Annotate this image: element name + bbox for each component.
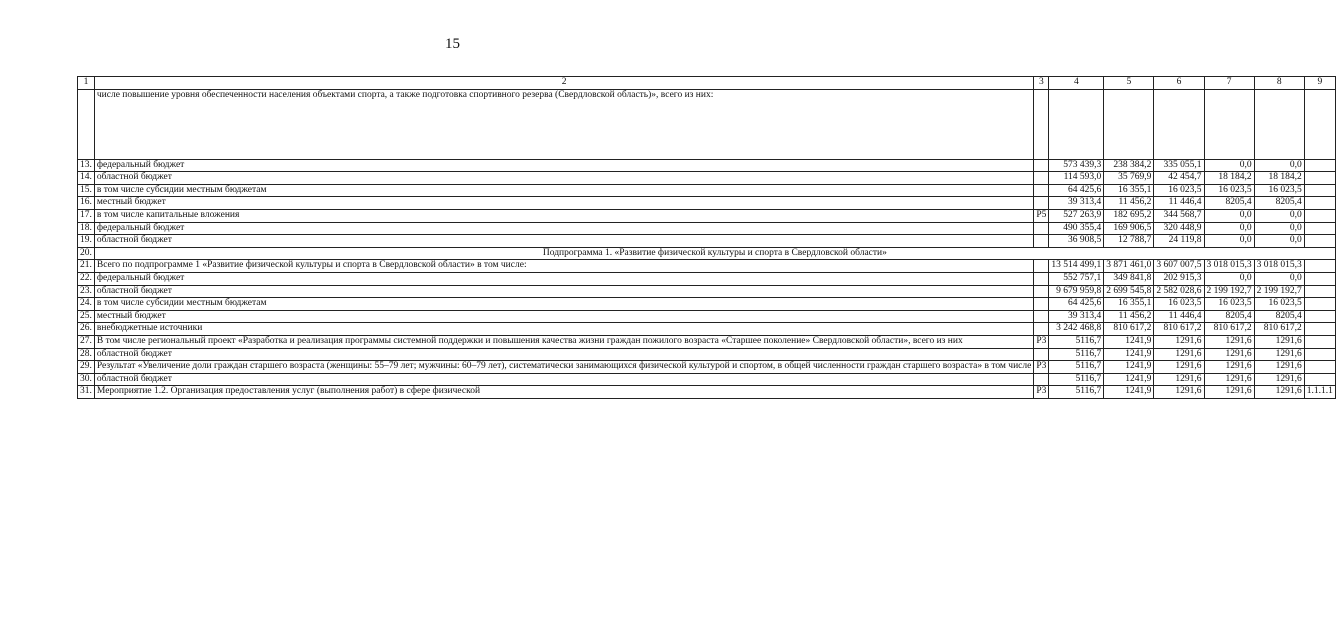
table-row	[78, 323, 1336, 336]
table-row	[78, 335, 1336, 348]
row-ref	[1304, 184, 1335, 197]
value-col7: 16 023,5	[1204, 184, 1254, 197]
row-code	[1034, 159, 1049, 172]
row-ref	[1304, 348, 1335, 361]
row-number: 31.	[78, 386, 95, 399]
value-col7: 1291,6	[1204, 386, 1254, 399]
value-col7: 8205,4	[1204, 310, 1254, 323]
row-number: 23.	[78, 285, 95, 298]
column-header: 2	[94, 77, 1033, 90]
value-col7: 0,0	[1204, 209, 1254, 222]
row-code	[1034, 235, 1049, 248]
value-col4: 36 908,5	[1049, 235, 1104, 248]
value-col4: 114 593,0	[1049, 172, 1104, 185]
row-name: в том числе капитальные вложения	[94, 209, 1033, 222]
value-col6: 202 915,3	[1154, 272, 1204, 285]
row-ref	[1304, 260, 1335, 273]
value-col7: 1291,6	[1204, 373, 1254, 386]
table-row	[78, 361, 1336, 374]
empty-cell	[1049, 89, 1104, 159]
value-col6: 24 119,8	[1154, 235, 1204, 248]
row-number: 15.	[78, 184, 95, 197]
value-col5: 11 456,2	[1104, 310, 1154, 323]
empty-cell	[1304, 89, 1335, 159]
value-col4: 5116,7	[1049, 361, 1104, 374]
value-col6: 320 448,9	[1154, 222, 1204, 235]
value-col4: 64 425,6	[1049, 184, 1104, 197]
row-name: В том числе региональный проект «Разработка и реализация программы системной поддержки и повышения качества жизни граждан пожилого возраста «Старшее поколение» Свердловской области», всего из них	[94, 335, 1033, 348]
value-col5: 16 355,1	[1104, 184, 1154, 197]
row-name: Результат «Увеличение доли граждан старшего возраста (женщины: 55–79 лет; мужчины: 60–79 лет), систематически занимающихся физической культурой и спортом, в общей численности граждан старшего возраста» в том числе	[94, 361, 1033, 374]
value-col8: 1291,6	[1254, 361, 1304, 374]
value-col6: 16 023,5	[1154, 184, 1204, 197]
row-code	[1034, 197, 1049, 210]
row-number: 16.	[78, 197, 95, 210]
value-col5: 16 355,1	[1104, 298, 1154, 311]
value-col5: 1241,9	[1104, 361, 1154, 374]
row-ref	[1304, 172, 1335, 185]
value-col5: 1241,9	[1104, 348, 1154, 361]
row-number: 26.	[78, 323, 95, 336]
value-col4: 5116,7	[1049, 386, 1104, 399]
value-col6: 1291,6	[1154, 386, 1204, 399]
value-col8: 16 023,5	[1254, 298, 1304, 311]
value-col6: 344 568,7	[1154, 209, 1204, 222]
value-col7: 1291,6	[1204, 335, 1254, 348]
empty-cell	[1154, 89, 1204, 159]
table-row	[78, 235, 1336, 248]
table-row	[78, 172, 1336, 185]
value-col8: 2 199 192,7	[1254, 285, 1304, 298]
row-ref: 1.1.1.1	[1304, 386, 1335, 399]
row-code	[1034, 298, 1049, 311]
value-col4: 552 757,1	[1049, 272, 1104, 285]
row-name: в том числе субсидии местным бюджетам	[94, 184, 1033, 197]
value-col6: 11 446,4	[1154, 197, 1204, 210]
row-number: 25.	[78, 310, 95, 323]
row-code	[1034, 373, 1049, 386]
column-header: 4	[1049, 77, 1104, 90]
row-ref	[1304, 361, 1335, 374]
row-ref	[1304, 285, 1335, 298]
row-ref	[1304, 272, 1335, 285]
row-number: 17.	[78, 209, 95, 222]
value-col5: 1241,9	[1104, 373, 1154, 386]
value-col8: 16 023,5	[1254, 184, 1304, 197]
value-col8: 18 184,2	[1254, 172, 1304, 185]
value-col8: 1291,6	[1254, 386, 1304, 399]
row-name: областной бюджет	[94, 172, 1033, 185]
value-col5: 1241,9	[1104, 386, 1154, 399]
value-col6: 3 607 007,5	[1154, 260, 1204, 273]
value-col4: 5116,7	[1049, 373, 1104, 386]
row-ref	[1304, 159, 1335, 172]
value-col6: 42 454,7	[1154, 172, 1204, 185]
column-header: 5	[1104, 77, 1154, 90]
row-number: 18.	[78, 222, 95, 235]
empty-cell	[1034, 89, 1049, 159]
value-col5: 182 695,2	[1104, 209, 1154, 222]
row-number: 27.	[78, 335, 95, 348]
row-number: 29.	[78, 361, 95, 374]
value-col5: 11 456,2	[1104, 197, 1154, 210]
row-number: 14.	[78, 172, 95, 185]
table-row	[78, 386, 1336, 399]
row-number: 28.	[78, 348, 95, 361]
value-col8: 3 018 015,3	[1254, 260, 1304, 273]
value-col5: 169 906,5	[1104, 222, 1154, 235]
column-header: 3	[1034, 77, 1049, 90]
row-number: 19.	[78, 235, 95, 248]
value-col8: 810 617,2	[1254, 323, 1304, 336]
table-row	[78, 285, 1336, 298]
value-col5: 12 788,7	[1104, 235, 1154, 248]
table-row	[78, 373, 1336, 386]
row-name: областной бюджет	[94, 285, 1033, 298]
row-name: Мероприятие 1.2. Организация предоставления услуг (выполнения работ) в сфере физической	[94, 386, 1033, 399]
empty-cell	[78, 89, 95, 159]
value-col6: 335 055,1	[1154, 159, 1204, 172]
value-col6: 16 023,5	[1154, 298, 1204, 311]
column-header: 7	[1204, 77, 1254, 90]
table-row	[78, 348, 1336, 361]
value-col4: 39 313,4	[1049, 197, 1104, 210]
subprogram-title: Подпрограмма 1. «Развитие физической культуры и спорта в Свердловской области»	[94, 247, 1335, 260]
row-code	[1034, 172, 1049, 185]
empty-cell	[1104, 89, 1154, 159]
row-code	[1034, 272, 1049, 285]
value-col7: 18 184,2	[1204, 172, 1254, 185]
page-number: 15	[445, 36, 460, 52]
row-ref	[1304, 298, 1335, 311]
row-number: 30.	[78, 373, 95, 386]
value-col5: 349 841,8	[1104, 272, 1154, 285]
value-col4: 39 313,4	[1049, 310, 1104, 323]
row-name: федеральный бюджет	[94, 159, 1033, 172]
column-header: 6	[1154, 77, 1204, 90]
value-col8: 1291,6	[1254, 335, 1304, 348]
table-row	[78, 159, 1336, 172]
value-col6: 1291,6	[1154, 361, 1204, 374]
value-col8: 0,0	[1254, 272, 1304, 285]
value-col6: 1291,6	[1154, 335, 1204, 348]
value-col7: 1291,6	[1204, 348, 1254, 361]
value-col5: 2 699 545,8	[1104, 285, 1154, 298]
row-ref	[1304, 323, 1335, 336]
row-code: Р5	[1034, 209, 1049, 222]
value-col4: 64 425,6	[1049, 298, 1104, 311]
value-col8: 0,0	[1254, 222, 1304, 235]
row-code	[1034, 222, 1049, 235]
value-col7: 0,0	[1204, 272, 1254, 285]
value-col6: 2 582 028,6	[1154, 285, 1204, 298]
value-col4: 5116,7	[1049, 335, 1104, 348]
value-col4: 3 242 468,8	[1049, 323, 1104, 336]
row-number: 24.	[78, 298, 95, 311]
table-row	[78, 298, 1336, 311]
value-col8: 1291,6	[1254, 373, 1304, 386]
row-code	[1034, 348, 1049, 361]
row-name: областной бюджет	[94, 235, 1033, 248]
row-ref	[1304, 335, 1335, 348]
row-number: 21.	[78, 260, 95, 273]
row-code	[1034, 310, 1049, 323]
value-col5: 1241,9	[1104, 335, 1154, 348]
budget-table	[77, 76, 1336, 399]
table-row	[78, 89, 1336, 159]
table-row	[78, 310, 1336, 323]
row-ref	[1304, 310, 1335, 323]
row-name: областной бюджет	[94, 373, 1033, 386]
row-ref	[1304, 197, 1335, 210]
value-col4: 527 263,9	[1049, 209, 1104, 222]
row-code	[1034, 323, 1049, 336]
value-col4: 573 439,3	[1049, 159, 1104, 172]
value-col6: 1291,6	[1154, 348, 1204, 361]
value-col8: 8205,4	[1254, 197, 1304, 210]
row-code: Р3	[1034, 335, 1049, 348]
row-code	[1034, 285, 1049, 298]
value-col8: 1291,6	[1254, 348, 1304, 361]
value-col5: 810 617,2	[1104, 323, 1154, 336]
value-col8: 8205,4	[1254, 310, 1304, 323]
row-code	[1034, 184, 1049, 197]
value-col7: 0,0	[1204, 235, 1254, 248]
row-number: 20.	[78, 247, 95, 260]
column-header: 9	[1304, 77, 1335, 90]
row-code	[1034, 260, 1049, 273]
row-ref	[1304, 373, 1335, 386]
value-col8: 0,0	[1254, 159, 1304, 172]
row-name: местный бюджет	[94, 310, 1033, 323]
value-col7: 3 018 015,3	[1204, 260, 1254, 273]
value-col7: 0,0	[1204, 222, 1254, 235]
table-header-row	[78, 77, 1336, 90]
column-header: 1	[78, 77, 95, 90]
value-col6: 11 446,4	[1154, 310, 1204, 323]
row-name: внебюджетные источники	[94, 323, 1033, 336]
row-ref	[1304, 235, 1335, 248]
value-col5: 3 871 461,0	[1104, 260, 1154, 273]
row-name: числе повышение уровня обеспеченности населения объектами спорта, а также подготовка спортивного резерва (Свердловской область)», всего из них:	[94, 89, 1033, 159]
row-name: в том числе субсидии местным бюджетам	[94, 298, 1033, 311]
value-col8: 0,0	[1254, 209, 1304, 222]
value-col4: 13 514 499,1	[1049, 260, 1104, 273]
row-name: Всего по подпрограмме 1 «Развитие физической культуры и спорта в Свердловской области» в том числе:	[94, 260, 1033, 273]
value-col7: 8205,4	[1204, 197, 1254, 210]
value-col4: 490 355,4	[1049, 222, 1104, 235]
empty-cell	[1254, 89, 1304, 159]
row-number: 22.	[78, 272, 95, 285]
table-row	[78, 222, 1336, 235]
value-col5: 238 384,2	[1104, 159, 1154, 172]
row-number: 13.	[78, 159, 95, 172]
row-code: Р3	[1034, 386, 1049, 399]
row-ref	[1304, 209, 1335, 222]
table-row	[78, 197, 1336, 210]
value-col8: 0,0	[1254, 235, 1304, 248]
row-name: федеральный бюджет	[94, 272, 1033, 285]
value-col7: 16 023,5	[1204, 298, 1254, 311]
table-row	[78, 260, 1336, 273]
row-ref	[1304, 222, 1335, 235]
row-code: Р3	[1034, 361, 1049, 374]
value-col7: 1291,6	[1204, 361, 1254, 374]
value-col6: 810 617,2	[1154, 323, 1204, 336]
value-col4: 5116,7	[1049, 348, 1104, 361]
row-name: областной бюджет	[94, 348, 1033, 361]
empty-cell	[1204, 89, 1254, 159]
value-col7: 810 617,2	[1204, 323, 1254, 336]
subprogram-row	[78, 247, 1336, 260]
value-col7: 0,0	[1204, 159, 1254, 172]
value-col6: 1291,6	[1154, 373, 1204, 386]
row-name: федеральный бюджет	[94, 222, 1033, 235]
column-header: 8	[1254, 77, 1304, 90]
table-row	[78, 209, 1336, 222]
value-col5: 35 769,9	[1104, 172, 1154, 185]
table-row	[78, 272, 1336, 285]
value-col4: 9 679 959,8	[1049, 285, 1104, 298]
row-name: местный бюджет	[94, 197, 1033, 210]
value-col7: 2 199 192,7	[1204, 285, 1254, 298]
table-row	[78, 184, 1336, 197]
